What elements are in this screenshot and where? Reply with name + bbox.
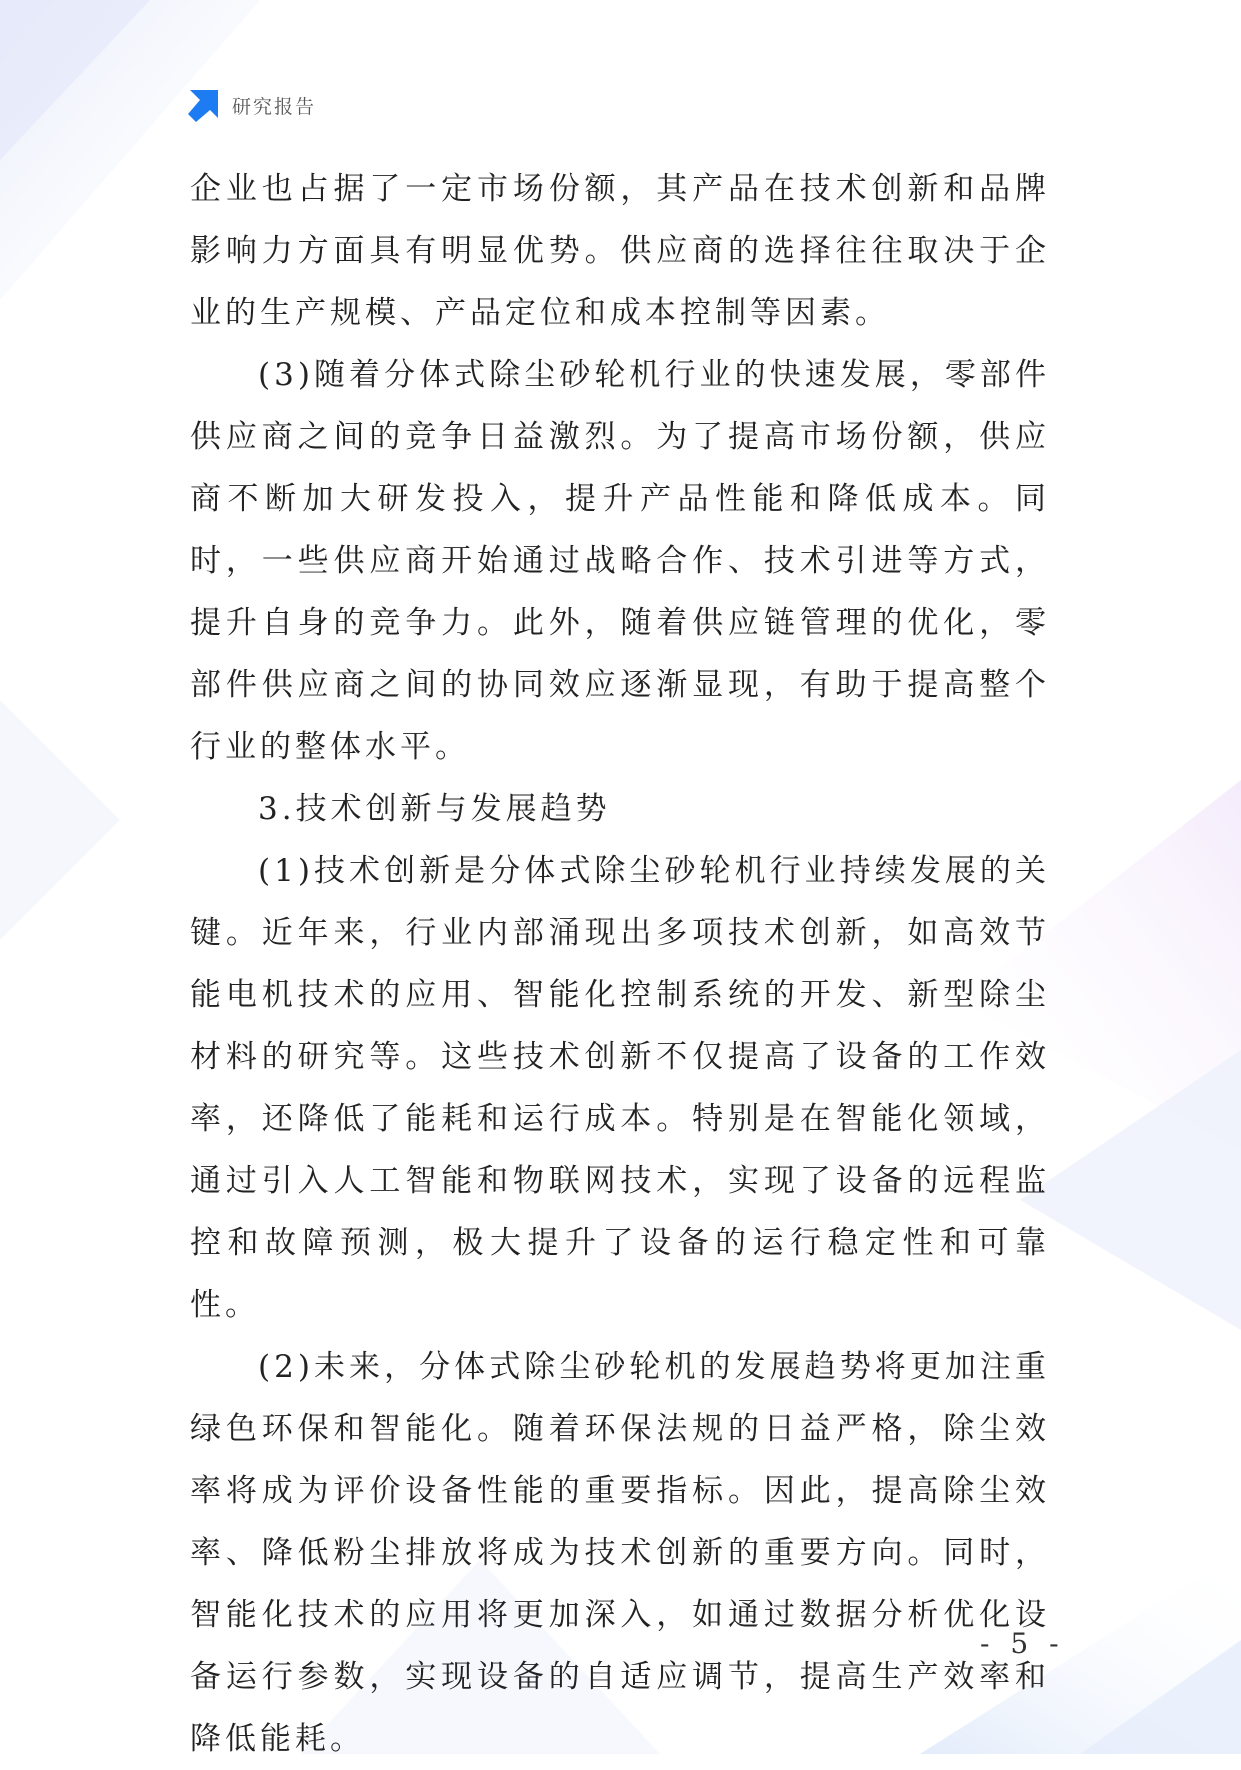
- paragraph-4: (2)未来，分体式除尘砂轮机的发展趋势将更加注重绿色环保和智能化。随着环保法规的日益严格，除尘效率将成为评价设备性能的重要指标。因此，提高除尘效率、降低粉尘排放将成为技术创新的重要方向。同时，智能化技术的应用将更加深入，如通过数据分析优化设备运行参数，实现设备的自适应调节，提高生产效率和降低能耗。: [190, 1349, 1050, 1757]
- paragraph-3: (1)技术创新是分体式除尘砂轮机行业持续发展的关键。近年来，行业内部涌现出多项技术创新，如高效节能电机技术的应用、智能化控制系统的开发、新型除尘材料的研究等。这些技术创新不仅提高了设备的工作效率，还降低了能耗和运行成本。特别是在智能化领域，通过引入人工智能和物联网技术，实现了设备的远程监控和故障预测，极大提升了设备的运行稳定性和可靠性。: [190, 853, 1050, 1323]
- arrow-up-right-icon: [186, 88, 220, 122]
- report-header: [186, 88, 316, 122]
- document-body: [190, 158, 1050, 1770]
- paragraph-1: 企业也占据了一定市场份额，其产品在技术创新和品牌影响力方面具有明显优势。供应商的选择往往取决于企业的生产规模、产品定位和成本控制等因素。: [190, 171, 1050, 331]
- paragraph-2: (3)随着分体式除尘砂轮机行业的快速发展，零部件供应商之间的竞争日益激烈。为了提高市场份额，供应商不断加大研发投入，提升产品性能和降低成本。同时，一些供应商开始通过战略合作、技术引进等方式，提升自身的竞争力。此外，随着供应链管理的优化，零部件供应商之间的协同效应逐渐显现，有助于提高整个行业的整体水平。: [190, 357, 1050, 765]
- header-title: 研究报告: [232, 95, 317, 118]
- page-number: - 5 -: [980, 1627, 1065, 1660]
- section-heading: 3.技术创新与发展趋势: [258, 791, 611, 827]
